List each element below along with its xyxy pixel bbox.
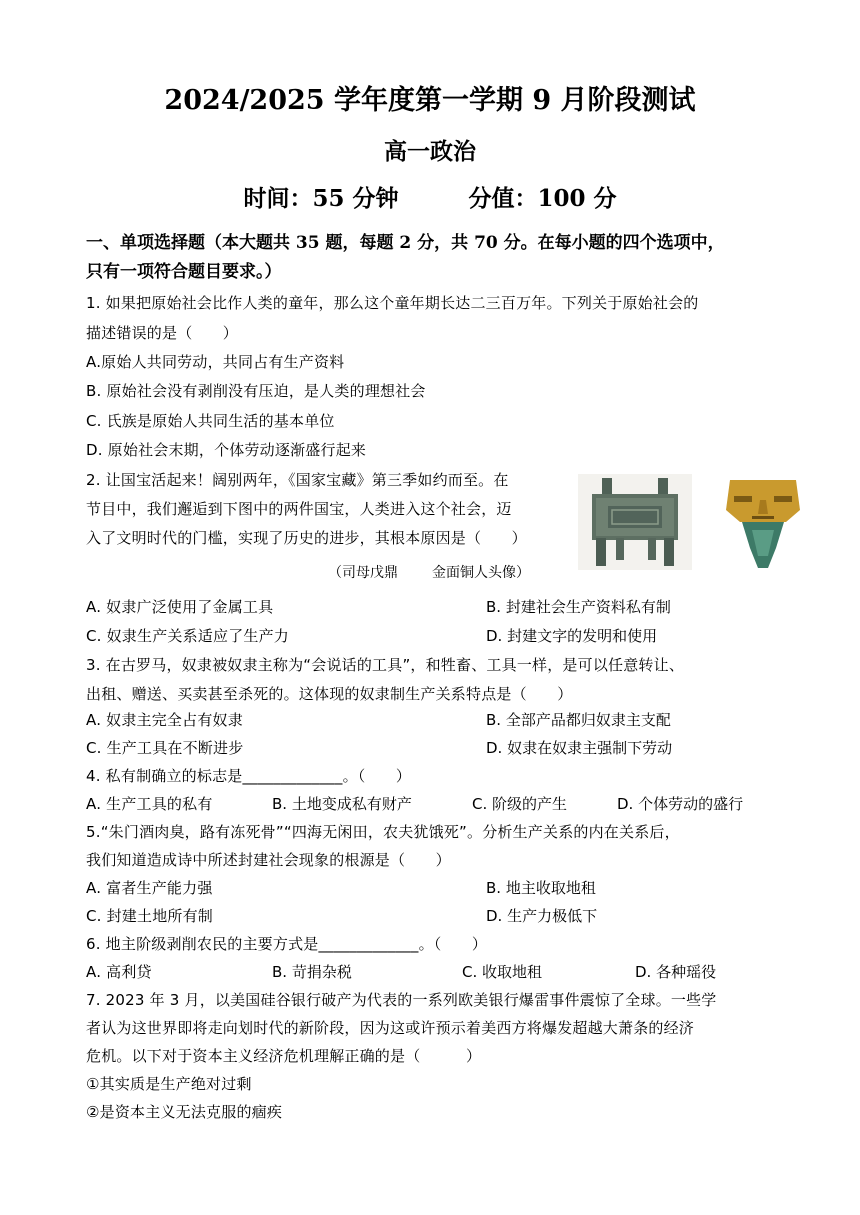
q6-stem: 6. 地主阶级剥削农民的主要方式是_____________。（ ） xyxy=(86,935,488,953)
q5-option-a: A. 富者生产能力强 xyxy=(86,879,213,897)
q5-option-d: D. 生产力极低下 xyxy=(486,907,598,925)
caption-ding: （司母戊鼎 xyxy=(328,565,398,581)
q3-stem-line1: 3. 在古罗马，奴隶被奴隶主称为“会说话的工具”，和牲畜、工具一样，是可以任意转让、 xyxy=(86,656,685,674)
q3-option-a: A. 奴隶主完全占有奴隶 xyxy=(86,711,243,729)
q6-option-a: A. 高利贷 xyxy=(86,963,152,981)
q3-stem-line2: 出租、赠送、买卖甚至杀死的。这体现的奴隶制生产关系特点是（ ） xyxy=(86,685,573,703)
q4-option-d: D. 个体劳动的盛行 xyxy=(617,795,744,813)
q2-option-c: C. 奴隶生产关系适应了生产力 xyxy=(86,627,290,645)
q2-stem-line1: 2. 让国宝活起来！阔别两年，《国家宝藏》第三季如约而至。在 xyxy=(86,471,509,489)
exam-title: 2024/2025 学年度第一学期 9 月阶段测试 xyxy=(164,85,696,116)
q5-option-c: C. 封建土地所有制 xyxy=(86,907,214,925)
q2-option-a: A. 奴隶广泛使用了金属工具 xyxy=(86,598,274,616)
simuwu-ding-image xyxy=(578,474,692,570)
q2-stem-line2: 节目中，我们邂逅到下图中的两件国宝，人类进入这个社会，迈 xyxy=(86,500,512,518)
q1-stem-line1: 1. 如果把原始社会比作人类的童年，那么这个童年期长达二三百万年。下列关于原始社会的 xyxy=(86,294,699,312)
exam-subject: 高一政治 xyxy=(384,138,476,165)
q2-image-caption xyxy=(328,562,530,582)
q6-option-b: B. 苛捐杂税 xyxy=(272,963,352,981)
q5-stem-line1: 5.“朱门酒肉臭，路有冻死骨”“四海无闲田，农夫犹饿死”。分析生产关系的内在关系后， xyxy=(86,823,680,841)
q7-item-1: ①其实质是生产绝对过剩 xyxy=(86,1075,252,1093)
q1-option-c: C. 氏族是原始人共同生活的基本单位 xyxy=(86,412,335,430)
exam-score: 分值：100 分 xyxy=(468,185,617,212)
q6-option-d: D. 各种瑶役 xyxy=(635,963,717,981)
q6-option-c: C. 收取地租 xyxy=(462,963,543,981)
q1-option-b: B. 原始社会没有剥削没有压迫，是人类的理想社会 xyxy=(86,382,426,400)
q4-option-b: B. 土地变成私有财产 xyxy=(272,795,412,813)
section-heading-line2: 只有一项符合题目要求。） xyxy=(86,262,282,282)
q5-stem-line2: 我们知道造成诗中所述封建社会现象的根源是（ ） xyxy=(86,851,451,869)
q1-option-a: A.原始人共同劳动，共同占有生产资料 xyxy=(86,353,345,371)
q1-stem-line2: 描述错误的是（ ） xyxy=(86,324,239,342)
q3-option-c: C. 生产工具在不断进步 xyxy=(86,739,244,757)
q2-option-b: B. 封建社会生产资料私有制 xyxy=(486,598,671,616)
gold-mask-bronze-head-image xyxy=(722,470,804,574)
q7-stem-line3: 危机。以下对于资本主义经济危机理解正确的是（ ） xyxy=(86,1047,482,1065)
q7-stem-line1: 7. 2023 年 3 月，以美国硅谷银行破产为代表的一系列欧美银行爆雷事件震惊了全球。一些学 xyxy=(86,991,717,1009)
q1-option-d: D. 原始社会末期，个体劳动逐渐盛行起来 xyxy=(86,441,367,459)
exam-time: 时间：55 分钟 xyxy=(243,185,399,212)
q3-option-d: D. 奴隶在奴隶主强制下劳动 xyxy=(486,739,673,757)
q2-option-d: D. 封建文字的发明和使用 xyxy=(486,627,658,645)
q7-stem-line2: 者认为这世界即将走向划时代的新阶段，因为这或许预示着美西方将爆发超越大萧条的经济 xyxy=(86,1019,695,1037)
exam-info xyxy=(0,180,860,213)
q4-stem: 4. 私有制确立的标志是_____________。（ ） xyxy=(86,767,412,785)
caption-mask: 金面铜人头像） xyxy=(432,565,530,581)
q5-option-b: B. 地主收取地租 xyxy=(486,879,596,897)
q3-option-b: B. 全部产品都归奴隶主支配 xyxy=(486,711,671,729)
q4-option-c: C. 阶级的产生 xyxy=(472,795,568,813)
q4-option-a: A. 生产工具的私有 xyxy=(86,795,213,813)
section-heading-line1: 一、单项选择题（本大题共 35 题，每题 2 分，共 70 分。在每小题的四个选项中， xyxy=(86,233,725,253)
q2-stem-line3: 入了文明时代的门槛，实现了历史的进步，其根本原因是（ ） xyxy=(86,529,527,547)
q7-item-2: ②是资本主义无法克服的痼疾 xyxy=(86,1103,283,1121)
